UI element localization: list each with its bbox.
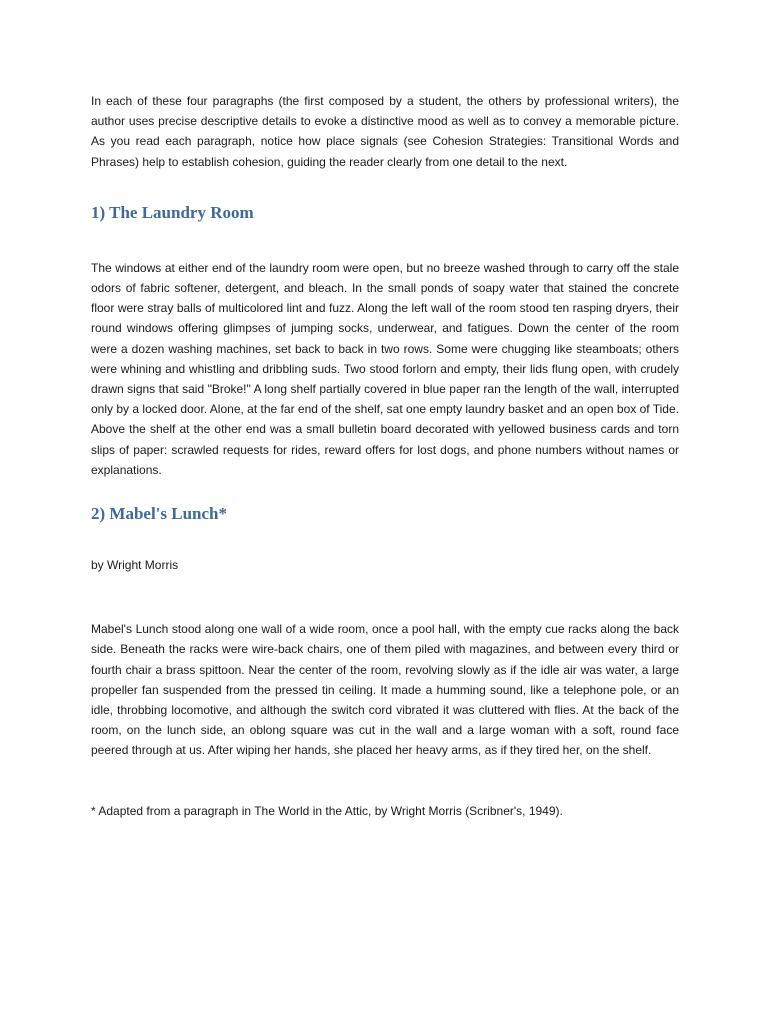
laundry-room-paragraph: The windows at either end of the laundry room were open, but no breeze washed through to carry off the stale odors of fabric softener, detergent, and bleach. In the small ponds of soapy water that stained the concrete floor were stray balls of multicolored lint and fuzz. Along the left wall of the room stood ten rasping dryers, their round windows offering glimpses of jumping socks, underwear, and fatigues. Down the center of the room were a dozen washing machines, set back to back in two rows. Some were chugging like steamboats; others were whining and whistling and dribbling suds. Two stood forlorn and empty, their lids flung open, with crudely drawn signs that said "Broke!" A long shelf partially covered in blue paper ran the length of the wall, interrupted only by a locked door. Alone, at the far end of the shelf, sat one empty laundry basket and an open box of Tide. Above the shelf at the other end was a small bulletin board decorated with yellowed business cards and torn slips of paper: scrawled requests for rides, reward offers for lost dogs, and phone numbers without names or explanations. <box>91 260 679 477</box>
byline: by Wright Morris <box>91 558 179 573</box>
intro-paragraph: In each of these four paragraphs (the first composed by a student, the others by professional writers), the author uses precise descriptive details to evoke a distinctive mood as well as to convey a memorable picture. As you read each paragraph, notice how place signals (see Cohesion Strategies: Transitional Words and Phrases) help to establish cohesion, guiding the reader clearly from one detail to the next. <box>91 94 679 169</box>
heading-mabels-lunch: 2) Mabel's Lunch* <box>91 504 228 524</box>
footnote: * Adapted from a paragraph in The World in the Attic, by Wright Morris (Scribner's, 1949). <box>91 803 563 818</box>
mabels-lunch-paragraph: Mabel's Lunch stood along one wall of a wide room, once a pool hall, with the empty cue racks along the back side. Beneath the racks were wire-back chairs, one of them piled with magazines, and between every third or fourth chair a brass spittoon. Near the center of the room, revolving slowly as if the idle air was water, a large propeller fan suspended from the pressed tin ceiling. It made a humming sound, like a telephone pole, or an idle, throbbing locomotive, and although the switch cord vibrated it was cluttered with flies. At the back of the room, on the lunch side, an oblong square was cut in the wall and a large woman with a soft, round face peered through at us. After wiping her hands, she placed her heavy arms, as if they tired her, on the shelf. <box>91 622 679 758</box>
heading-laundry-room: 1) The Laundry Room <box>91 202 254 222</box>
document-page <box>91 91 679 821</box>
